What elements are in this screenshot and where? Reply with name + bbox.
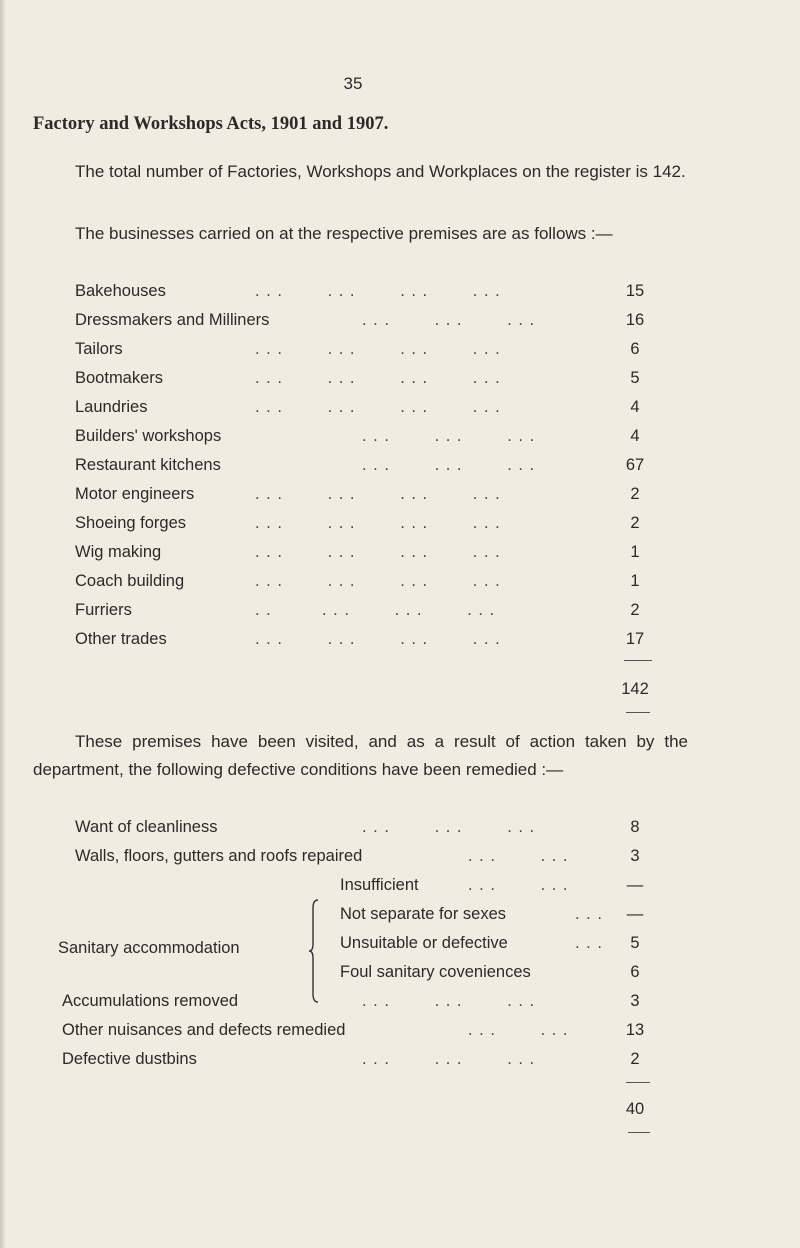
item-label: Insufficient xyxy=(340,876,419,894)
register-paragraph: The total number of Factories, Workshops and Workplaces on the register is 142. xyxy=(75,162,686,181)
item-label: Bootmakers xyxy=(75,369,164,387)
leader-dots: . . . . . . . . . . . xyxy=(255,601,496,619)
list-item xyxy=(0,369,800,395)
item-label: Foul sanitary coveniences xyxy=(340,963,531,981)
item-label: Coach building xyxy=(75,572,185,590)
item-value: 8 xyxy=(630,818,640,836)
leader-dots: . . . . . . . . . xyxy=(362,992,536,1010)
leader-dots: . . . . . . . . . xyxy=(362,1050,536,1068)
item-value: 2 xyxy=(630,601,640,619)
leader-dots: . . . . . . . . . . . . xyxy=(255,543,501,561)
sanitary-accommodation-label: Sanitary accommodation xyxy=(58,939,240,957)
leader-dots: . . . . . . . . . xyxy=(362,818,536,836)
list-item xyxy=(0,992,800,1018)
item-value: 2 xyxy=(630,514,640,532)
remedies-total: 40 xyxy=(625,1100,645,1118)
item-value: 5 xyxy=(630,369,640,387)
item-value: 16 xyxy=(625,311,645,329)
list-item xyxy=(0,818,800,844)
item-value: — xyxy=(626,905,644,923)
item-value: 1 xyxy=(630,572,640,590)
item-label: Accumulations removed xyxy=(62,992,239,1010)
list-item xyxy=(0,934,800,960)
page-number: 35 xyxy=(343,74,363,93)
item-label: Not separate for sexes xyxy=(340,905,506,923)
leader-dots: . . . . . . xyxy=(468,1021,569,1039)
item-label: Dressmakers and Milliners xyxy=(75,311,270,329)
item-label: Unsuitable or defective xyxy=(340,934,508,952)
businesses-intro: The businesses carried on at the respective premises are as follows :— xyxy=(75,224,613,243)
item-label: Tailors xyxy=(75,340,123,358)
remedies-intro: These premises have been visited, and as a result of action taken by the department, the following defective conditions have been remedied :— xyxy=(33,732,688,779)
list-item xyxy=(0,905,800,931)
leader-dots: . . . . . . . . . . . . xyxy=(255,630,501,648)
item-value: 4 xyxy=(630,398,640,416)
list-item xyxy=(0,543,800,569)
list-item xyxy=(0,572,800,598)
total-rule xyxy=(626,1082,650,1083)
leader-dots: . . . . . . . . . xyxy=(362,311,536,329)
leader-dots: . . . . . . . . . . . . xyxy=(255,485,501,503)
list-item xyxy=(0,485,800,511)
item-value: 67 xyxy=(625,456,645,474)
item-label: Other trades xyxy=(75,630,167,648)
item-label: Shoeing forges xyxy=(75,514,186,532)
list-item xyxy=(0,847,800,873)
item-label: Motor engineers xyxy=(75,485,195,503)
item-label: Laundries xyxy=(75,398,148,416)
section-heading: Factory and Workshops Acts, 1901 and 1907. xyxy=(33,114,389,134)
businesses-total: 142 xyxy=(621,680,649,698)
item-label: Other nuisances and defects remedied xyxy=(62,1021,346,1039)
item-value: 5 xyxy=(630,934,640,952)
list-item xyxy=(0,1050,800,1076)
list-item xyxy=(0,601,800,627)
item-value: 15 xyxy=(625,282,645,300)
item-value: 6 xyxy=(630,340,640,358)
list-item xyxy=(0,311,800,337)
leader-dots: . . . . . . . . . . . . xyxy=(255,572,501,590)
item-value: 13 xyxy=(625,1021,645,1039)
item-label: Builders' workshops xyxy=(75,427,222,445)
item-value: 17 xyxy=(625,630,645,648)
total-rule xyxy=(628,1132,650,1133)
leader-dots: . . . . . . . . . . . . xyxy=(255,340,501,358)
item-value: 2 xyxy=(630,1050,640,1068)
item-value: 3 xyxy=(630,847,640,865)
item-value: 4 xyxy=(630,427,640,445)
list-item xyxy=(0,282,800,308)
item-value: 2 xyxy=(630,485,640,503)
list-item xyxy=(0,1021,800,1047)
list-item xyxy=(0,514,800,540)
leader-dots: . . . . . . xyxy=(468,847,569,865)
item-label: Want of cleanliness xyxy=(75,818,218,836)
item-value: 1 xyxy=(630,543,640,561)
list-item xyxy=(0,340,800,366)
item-value: — xyxy=(626,876,644,894)
item-value: 6 xyxy=(630,963,640,981)
leader-dots: . . . . . . . . . . . . xyxy=(255,514,501,532)
item-label: Wig making xyxy=(75,543,162,561)
leader-dots: . . . . . . . . . . . . xyxy=(255,369,501,387)
list-item xyxy=(0,963,800,989)
list-item xyxy=(0,876,800,902)
item-value: 3 xyxy=(630,992,640,1010)
leader-dots: . . . xyxy=(575,905,603,923)
leader-dots: . . . . . . . . . xyxy=(362,456,536,474)
item-label: Restaurant kitchens xyxy=(75,456,221,474)
leader-dots: . . . . . . . . . . . . xyxy=(255,282,501,300)
leader-dots: . . . . . . . . . . . . xyxy=(255,398,501,416)
list-item xyxy=(0,398,800,424)
list-item xyxy=(0,427,800,453)
list-item xyxy=(0,456,800,482)
leader-dots: . . . . . . . . . xyxy=(362,427,536,445)
item-label: Furriers xyxy=(75,601,132,619)
total-rule xyxy=(624,660,652,661)
item-label: Defective dustbins xyxy=(62,1050,197,1068)
leader-dots: . . . xyxy=(575,934,603,952)
leader-dots: . . . . . . xyxy=(468,876,569,894)
item-label: Bakehouses xyxy=(75,282,166,300)
list-item xyxy=(0,630,800,656)
total-rule xyxy=(626,712,650,713)
item-label: Walls, floors, gutters and roofs repaired xyxy=(75,847,363,865)
